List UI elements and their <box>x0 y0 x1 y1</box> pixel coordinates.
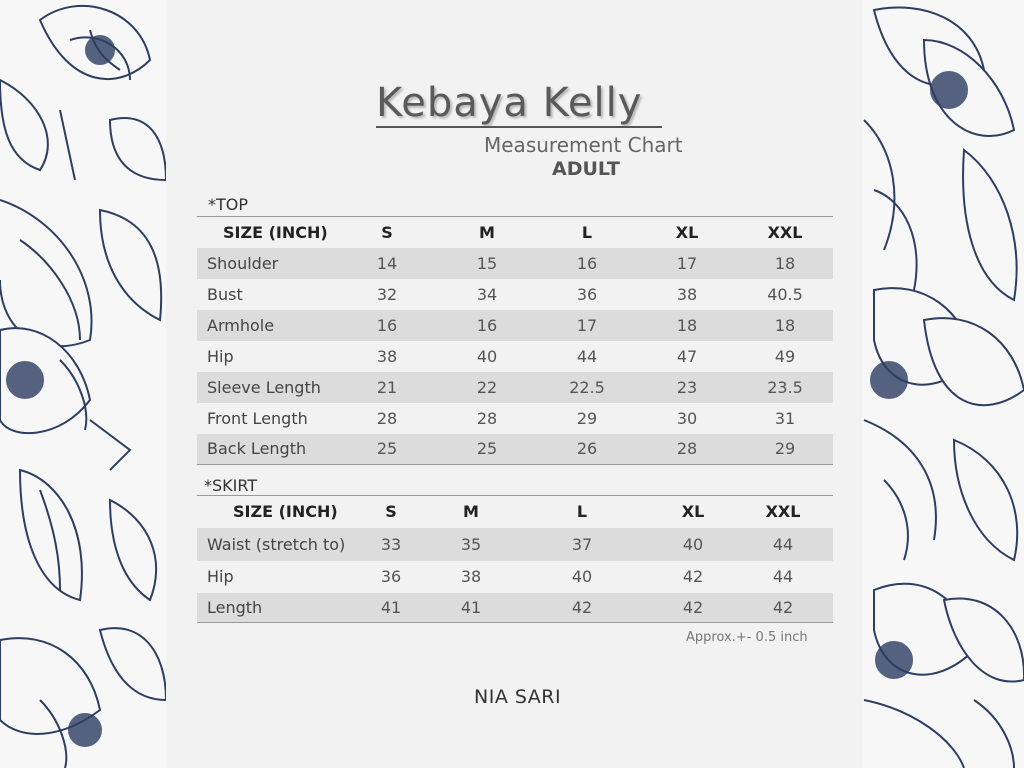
table-row <box>197 248 833 279</box>
row-label: Bust <box>207 284 243 304</box>
row-label: Shoulder <box>197 248 337 279</box>
cell-value: 18 <box>737 310 833 341</box>
cell-value: 49 <box>774 346 796 366</box>
page-title: Kebaya Kelly <box>376 80 643 126</box>
table-row <box>197 561 833 593</box>
row-label: Length <box>197 593 351 623</box>
cell-value: 18 <box>637 310 737 341</box>
cell-value: 17 <box>637 248 737 279</box>
floral-border-left <box>0 0 166 768</box>
cell-value: 42 <box>511 593 653 623</box>
table-row <box>197 279 833 310</box>
tolerance-note: Approx.+- 0.5 inch <box>686 630 808 645</box>
cell-value: 40 <box>653 528 733 561</box>
cell-value: 23.5 <box>737 372 833 403</box>
cell-value: 31 <box>774 408 796 428</box>
cell-value: 44 <box>576 346 598 366</box>
cell-value: 28 <box>476 408 498 428</box>
row-label: Hip <box>207 567 234 586</box>
cell-value: 16 <box>337 310 437 341</box>
floral-border-right <box>862 0 1024 768</box>
cell-value: 29 <box>737 434 833 465</box>
cell-value: 25 <box>337 434 437 465</box>
cell-value: 38 <box>376 346 398 366</box>
row-label: Back Length <box>197 434 337 465</box>
cell-value: 21 <box>337 372 437 403</box>
cell-value: 35 <box>431 528 511 561</box>
header-cell: SIZE (INCH) <box>223 222 328 242</box>
brand-name: NIA SARI <box>474 686 562 708</box>
title-underline <box>376 126 662 128</box>
cell-value: 32 <box>376 284 398 304</box>
cell-value: 18 <box>737 248 833 279</box>
cell-value: 38 <box>460 567 482 586</box>
table-row <box>197 372 833 403</box>
cell-value: 41 <box>431 593 511 623</box>
cell-value: 44 <box>772 567 794 586</box>
cell-value: 16 <box>537 248 637 279</box>
cell-value: 28 <box>376 408 398 428</box>
magnolia-illustration-left <box>0 0 166 768</box>
header-cell: L <box>581 222 593 242</box>
skirt-size-table <box>197 495 833 623</box>
header-cell: SIZE (INCH) <box>233 502 338 522</box>
header-cell: M <box>479 222 495 242</box>
magnolia-illustration-right <box>862 0 1024 768</box>
cell-value: 23 <box>637 372 737 403</box>
section-label-skirt: *SKIRT <box>204 476 258 495</box>
cell-value: 38 <box>676 284 698 304</box>
cell-value: 29 <box>576 408 598 428</box>
row-label: Armhole <box>197 310 337 341</box>
table-header-row <box>197 496 833 528</box>
header-cell: XXL <box>765 502 801 522</box>
cell-value: 36 <box>380 567 402 586</box>
cell-value: 40 <box>571 567 593 586</box>
cell-value: 33 <box>351 528 431 561</box>
header-cell: XL <box>675 222 699 242</box>
table-row <box>197 341 833 372</box>
cell-value: 15 <box>437 248 537 279</box>
top-size-table <box>197 216 833 465</box>
header-cell: XL <box>681 502 705 522</box>
table-row <box>197 434 833 465</box>
section-label-top: *TOP <box>208 195 249 214</box>
cell-value: 42 <box>733 593 833 623</box>
table-header-row <box>197 217 833 248</box>
header-cell: S <box>381 222 393 242</box>
cell-value: 34 <box>476 284 498 304</box>
table-row <box>197 310 833 341</box>
cell-value: 41 <box>351 593 431 623</box>
table-row <box>197 593 833 623</box>
cell-value: 37 <box>511 528 653 561</box>
cell-value: 42 <box>682 567 704 586</box>
page-subtitle: Measurement Chart <box>484 133 683 157</box>
audience-label: ADULT <box>552 158 620 180</box>
cell-value: 16 <box>437 310 537 341</box>
cell-value: 44 <box>733 528 833 561</box>
row-label: Front Length <box>207 408 308 428</box>
header-cell: XXL <box>767 222 803 242</box>
table-row <box>197 403 833 434</box>
row-label: Waist (stretch to) <box>197 528 351 561</box>
cell-value: 25 <box>437 434 537 465</box>
cell-value: 28 <box>637 434 737 465</box>
cell-value: 36 <box>576 284 598 304</box>
cell-value: 26 <box>537 434 637 465</box>
cell-value: 30 <box>676 408 698 428</box>
cell-value: 22.5 <box>537 372 637 403</box>
header-cell: L <box>576 502 588 522</box>
cell-value: 17 <box>537 310 637 341</box>
header-cell: M <box>463 502 479 522</box>
header-cell: S <box>385 502 397 522</box>
table-row <box>197 528 833 561</box>
cell-value: 47 <box>676 346 698 366</box>
cell-value: 42 <box>653 593 733 623</box>
cell-value: 40.5 <box>767 284 803 304</box>
cell-value: 22 <box>437 372 537 403</box>
row-label: Hip <box>207 346 234 366</box>
cell-value: 40 <box>476 346 498 366</box>
row-label: Sleeve Length <box>197 372 337 403</box>
cell-value: 14 <box>337 248 437 279</box>
